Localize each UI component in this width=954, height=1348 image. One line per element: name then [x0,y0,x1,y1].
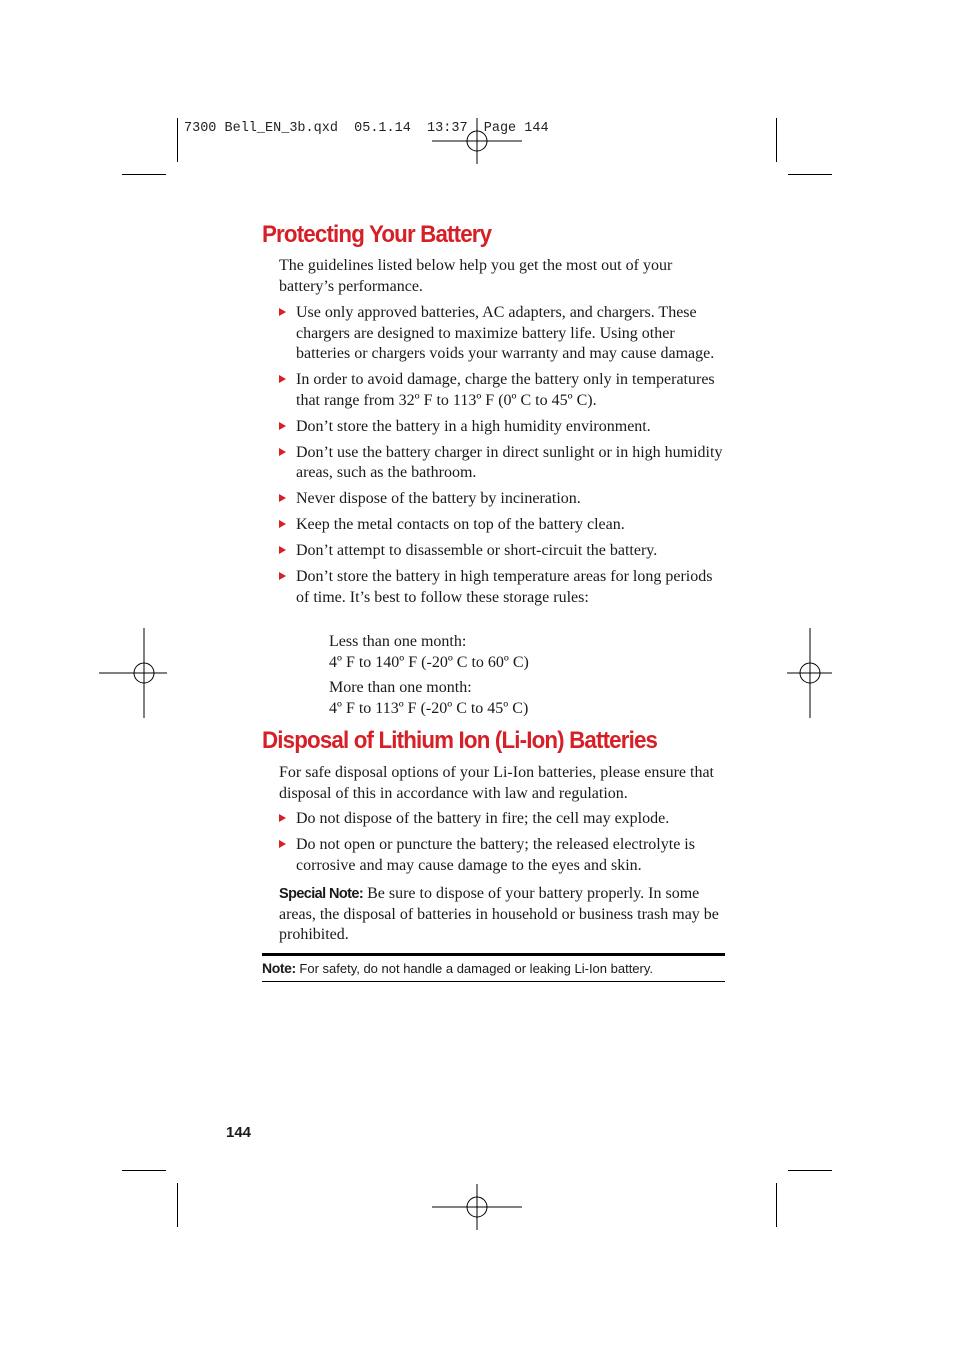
crop-mark-top-left-horizontal [122,174,166,175]
crop-mark-bottom-right-horizontal [788,1170,832,1171]
storage-rule-range: 4º F to 140º F (-20º C to 60º C) [329,653,529,671]
triangle-bullet-icon [279,375,286,383]
list-item [279,541,729,562]
registration-mark-icon [432,1162,522,1252]
page-number: 144 [226,1124,252,1141]
list-item [279,489,729,510]
list-item-text: Don’t use the battery charger in direct sunlight or in high humidity areas, such as the bathroom. [296,443,723,481]
registration-mark-icon [432,96,522,186]
crop-mark-bottom-left-vertical [177,1183,178,1227]
section2-intro: For safe disposal options of your Li-Ion batteries, please ensure that disposal of this in accordance with law and regulation. [279,764,714,802]
triangle-bullet-icon [279,422,286,430]
list-item [279,417,729,438]
list-item-text: Don’t store the battery in a high humidity environment. [296,417,651,435]
list-item-text: Do not open or puncture the battery; the released electrolyte is corrosive and may cause damage to the eyes and skin. [296,836,695,874]
list-item [279,809,729,830]
battery-guidelines-list [279,303,729,614]
crop-mark-top-left-vertical [177,118,178,162]
triangle-bullet-icon [279,520,286,528]
list-item-text: In order to avoid damage, charge the battery only in temperatures that range from 32º F to 113º F (0º C to 45º C). [296,371,715,409]
list-item [279,303,729,365]
list-item-text: Never dispose of the battery by incineration. [296,490,581,507]
list-item-text: Use only approved batteries, AC adapters, and chargers. These chargers are designed to maximize battery life. Using other batteries or chargers voids your warranty and may cause damage. [296,304,715,362]
triangle-bullet-icon [279,494,286,502]
triangle-bullet-icon [279,546,286,554]
registration-mark-icon [765,628,855,718]
list-item [279,567,729,608]
triangle-bullet-icon [279,448,286,456]
storage-rule-short-term [329,632,529,673]
storage-rule-range: 4º F to 113º F (-20º C to 45º C) [329,699,529,717]
triangle-bullet-icon [279,308,286,316]
section-heading-protecting-battery: Protecting Your Battery [262,221,492,248]
storage-rule-long-term [329,678,528,719]
special-note-label: Special Note: [279,886,364,902]
crop-mark-bottom-right-vertical [776,1183,777,1227]
print-slug: 7300 Bell_EN_3b.qxd 05.1.14 13:37 Page 144 [184,121,549,136]
list-item [279,515,729,536]
list-item-text: Don’t attempt to disassemble or short-circuit the battery. [296,542,658,559]
section1-intro: The guidelines listed below help you get the most out of your battery’s performance. [279,257,673,295]
crop-mark-top-right-vertical [776,118,777,162]
triangle-bullet-icon [279,572,286,580]
storage-rule-label: More than one month: [329,679,472,696]
storage-rule-label: Less than one month: [329,633,467,650]
crop-mark-bottom-left-horizontal [122,1170,166,1171]
list-item-text: Don’t store the battery in high temperature areas for long periods of time. It’s best to follow these storage rules: [296,568,713,606]
list-item-text: Do not dispose of the battery in fire; the cell may explode. [296,810,670,827]
list-item [279,835,729,876]
note-text: For safety, do not handle a damaged or leaking Li-Ion battery. [295,961,654,976]
special-note-text: Be sure to dispose of your battery properly. In some areas, the disposal of batteries in household or business trash may be prohibited. [279,885,719,943]
section-heading-disposal: Disposal of Lithium Ion (Li-Ion) Batteries [262,727,658,754]
disposal-list [279,809,729,882]
note-box [262,953,725,982]
special-note [279,884,729,946]
note-label: Note: [262,960,296,976]
crop-mark-top-right-horizontal [788,174,832,175]
registration-mark-icon [99,628,189,718]
list-item [279,443,729,484]
list-item-text: Keep the metal contacts on top of the battery clean. [296,516,625,533]
triangle-bullet-icon [279,840,286,848]
list-item [279,370,729,411]
triangle-bullet-icon [279,814,286,822]
